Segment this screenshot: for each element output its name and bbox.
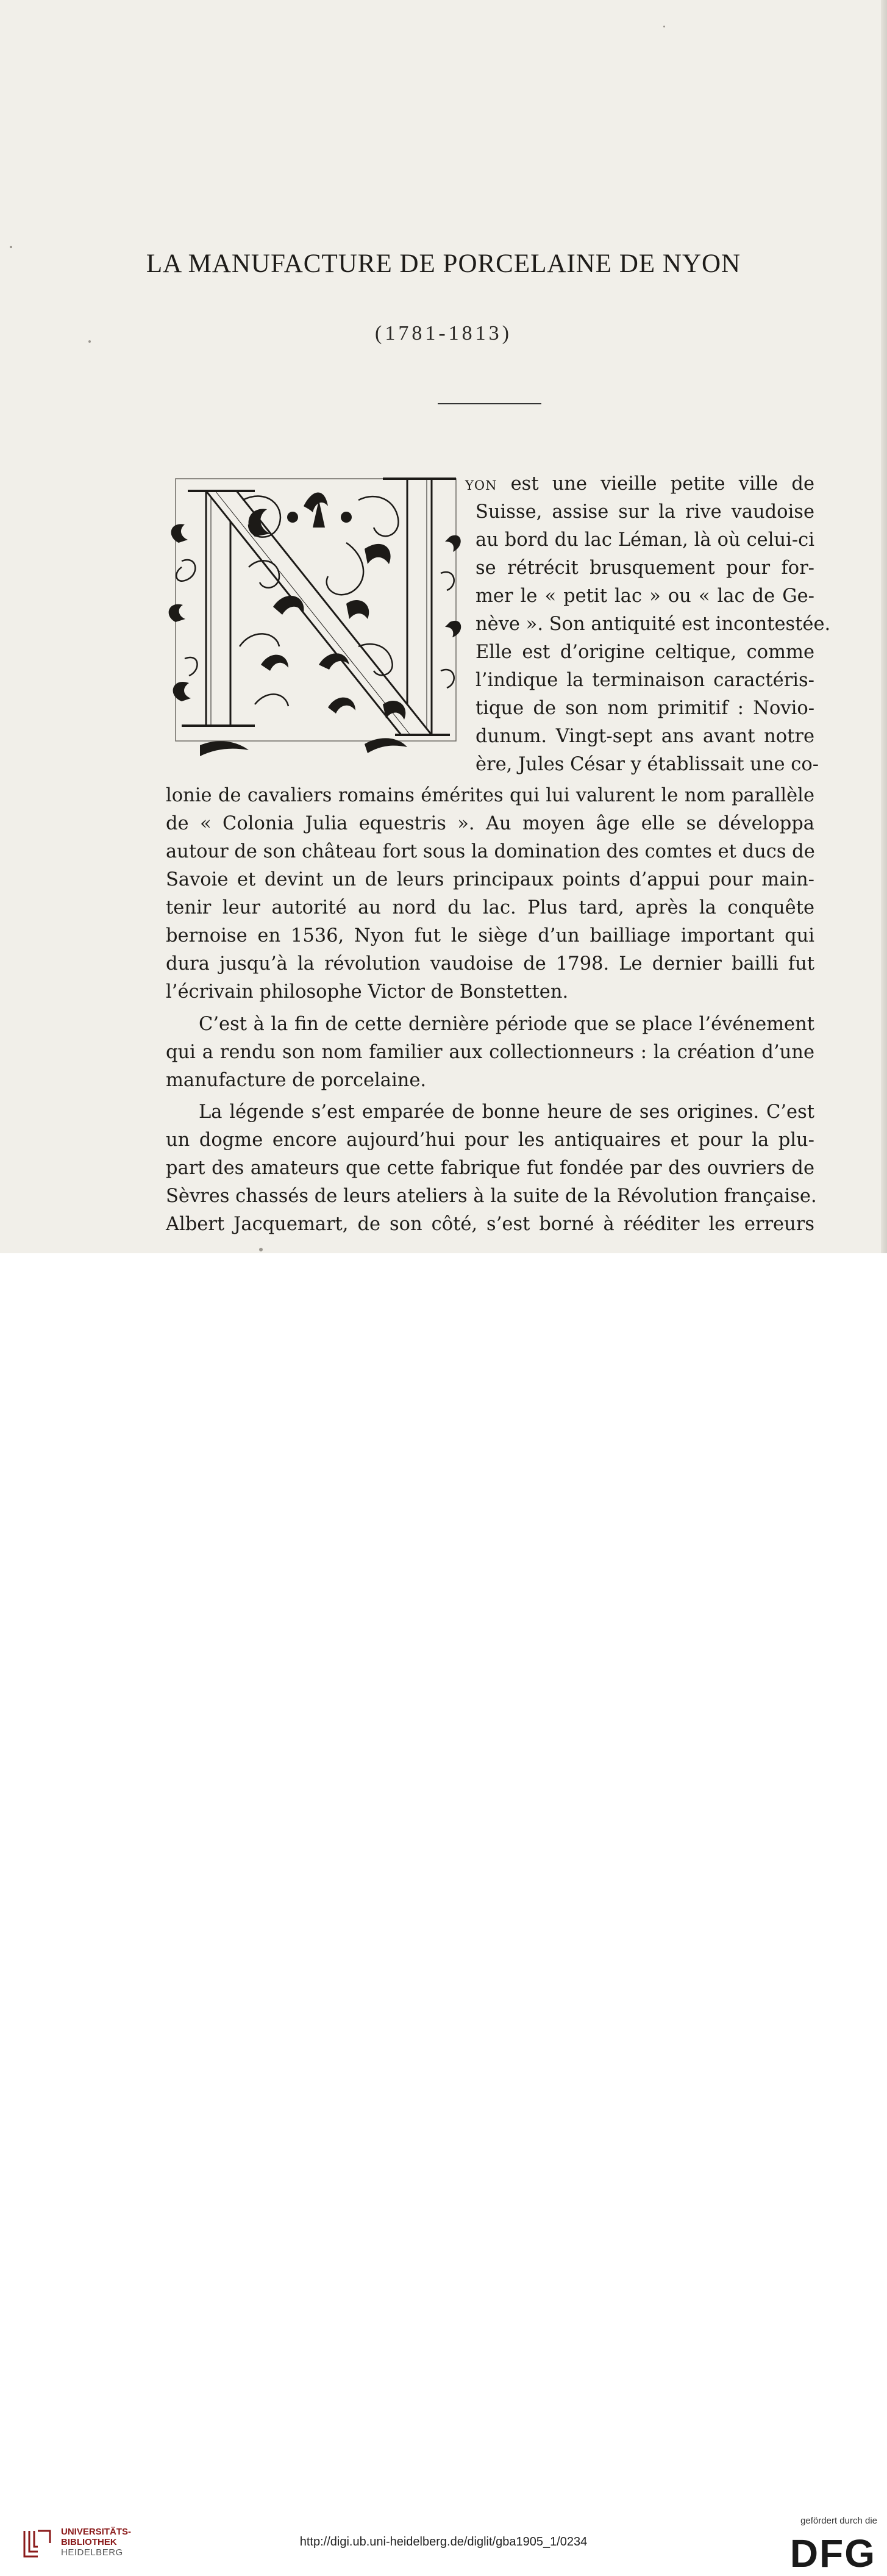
funding-text: gefördert durch die	[800, 2516, 877, 2526]
text-line-27: Albert Jacquemart, de son côté, s’est borné à rééditer les erreurs	[166, 1214, 814, 1235]
line-text: est une vieille petite ville de	[497, 473, 814, 495]
text-line-17: bernoise en 1536, Nyon fut le siège d’un bailliage important qui	[166, 925, 814, 946]
text-line-04: se rétrécit brusquement pour for-	[476, 557, 814, 579]
dfg-logo: DFG	[789, 2531, 876, 2575]
text-line-02: Suisse, assise sur la rive vaudoise	[476, 501, 814, 523]
digitization-footer	[0, 1253, 887, 2575]
text-line-11: ère, Jules César y établissait une co-	[476, 754, 819, 775]
article-dates: (1781-1813)	[375, 322, 512, 345]
article-title: LA MANUFACTURE DE PORCELAINE DE NYON	[146, 249, 741, 278]
library-line-1: UNIVERSITÄTS-	[61, 2527, 132, 2537]
title-rule	[438, 403, 541, 404]
text-line-18: dura jusqu’à la révolution vaudoise de 1798. Le dernier bailli fut	[166, 953, 814, 975]
text-line-15: Savoie et devint un de leurs principaux points d’appui pour main-	[166, 869, 814, 890]
text-line-13: de « Colonia Julia equestris ». Au moyen âge elle se développa	[166, 813, 814, 834]
text-line-10: dunum. Vingt-sept ans avant notre	[476, 726, 814, 747]
library-line-3: HEIDELBERG	[61, 2547, 123, 2558]
text-line-21: qui a rendu son nom familier aux collectionneurs : la création d’une	[166, 1042, 814, 1063]
text-line-20: C’est à la fin de cette dernière période que se place l’événement	[199, 1014, 814, 1035]
text-line-01	[465, 470, 814, 498]
text-line-22: manufacture de porcelaine.	[166, 1070, 427, 1091]
text-line-24: un dogme encore aujourd’hui pour les antiquaires et pour la plu-	[166, 1129, 814, 1151]
text-line-26: Sèvres chassés de leurs ateliers à la suite de la Révolution française.	[166, 1186, 817, 1207]
text-line-03: au bord du lac Léman, là où celui-ci	[476, 529, 814, 551]
text-line-05: mer le « petit lac » ou « lac de Ge-	[476, 585, 814, 607]
library-line-2: BIBLIOTHEK	[61, 2537, 117, 2547]
text-line-12: lonie de cavaliers romains émérites qui lui valurent le nom parallèle	[166, 785, 814, 806]
text-line-08: l’indique la terminaison caractéris-	[476, 670, 814, 691]
text-line-06: nève ». Son antiquité est incontestée.	[476, 614, 831, 635]
page-edge-shadow	[881, 0, 887, 1253]
text-line-19: l’écrivain philosophe Victor de Bonstetten.	[166, 981, 569, 1003]
permalink-url[interactable]: http://digi.ub.uni-heidelberg.de/diglit/gba1905_1/0234	[299, 2535, 588, 2549]
text-line-23: La légende s’est emparée de bonne heure de ses origines. C’est	[199, 1101, 814, 1123]
text-line-14: autour de son château fort sous la domination des comtes et ducs de	[166, 841, 815, 862]
ornamental-dropcap-n	[163, 463, 468, 762]
text-line-25: part des amateurs que cette fabrique fut fondée par des ouvriers de	[166, 1157, 814, 1179]
text-line-16: tenir leur autorité au nord du lac. Plus tard, après la conquête	[166, 897, 814, 918]
text-line-07: Elle est d’origine celtique, comme	[476, 642, 814, 663]
text-line-09: tique de son nom primitif : Novio-	[476, 698, 814, 719]
scanned-page	[0, 0, 887, 1253]
dropcap-continuation: yon	[465, 473, 497, 495]
